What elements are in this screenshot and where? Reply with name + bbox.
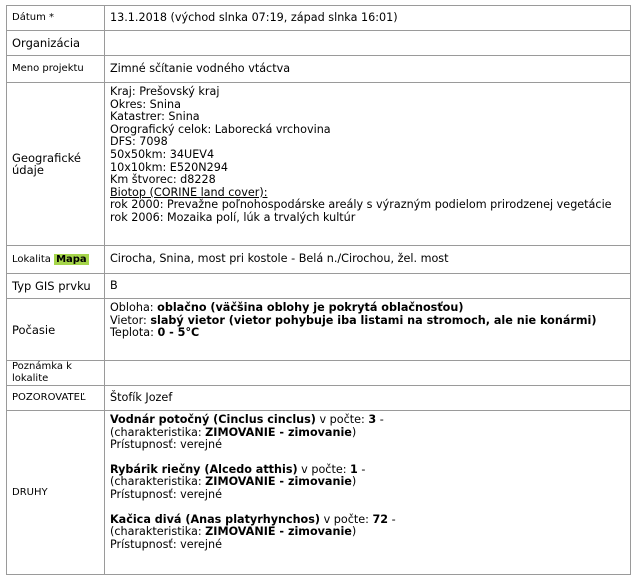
species-char-value: ZIMOVANIE - zimovanie [205, 525, 352, 539]
species-count-suffix: - [376, 413, 384, 426]
pocasie-vietor-value: slabý vietor (vietor pohybuje iba listami na stromoch, ale nie konármi) [150, 313, 597, 327]
pocasie-value [105, 299, 631, 361]
species-count-prefix: v počte: [315, 413, 369, 426]
row-pocasie [7, 299, 631, 361]
pocasie-label: Počasie [7, 299, 105, 361]
druhy-value [105, 411, 631, 575]
geo-dfs: DFS: 7098 [110, 135, 168, 149]
species-char-prefix: (charakteristika: [110, 425, 206, 439]
geograficke-udaje-value [105, 83, 631, 246]
species-entry [110, 514, 625, 552]
pocasie-obloha-value: oblačno (väčšina oblohy je pokrytá oblačnosťou) [157, 301, 464, 314]
species-count: 1 [350, 462, 358, 476]
pocasie-teplota-prefix: Teplota: [110, 326, 158, 340]
datum-label: Dátum * [7, 6, 105, 31]
species-characteristic [110, 526, 625, 539]
row-organizacia [7, 31, 631, 56]
species-count-prefix: v počte: [297, 462, 351, 476]
meno-projektu-label: Meno projektu [7, 56, 105, 83]
species-name: Kačica divá (Anas platyrhynchos) [110, 512, 321, 526]
meno-projektu-value: Zimné sčítanie vodného vtáctva [105, 56, 631, 83]
species-char-suffix: ) [351, 525, 357, 539]
pozorovatel-value: Štofík Jozef [105, 386, 631, 411]
geo-okres: Okres: Snina [110, 97, 181, 111]
row-pozorovatel [7, 386, 631, 411]
pocasie-teplota-value: 0 - 5°C [157, 326, 200, 340]
species-count-suffix: - [388, 512, 396, 526]
row-druhy [7, 411, 631, 575]
row-datum [7, 6, 631, 31]
organizacia-value [105, 31, 631, 56]
species-count-suffix: - [357, 462, 366, 476]
mapa-link[interactable]: Mapa [56, 253, 87, 265]
geo-rok-2006-value: Mozaika polí, lúk a trvalých kultúr [167, 210, 356, 224]
datum-value: 13.1.2018 (východ slnka 07:19, západ slnka 16:01) [105, 6, 631, 31]
row-meno-projektu [7, 56, 631, 83]
record-table [6, 5, 631, 575]
row-poznamka [7, 361, 631, 386]
druhy-label: DRUHY [7, 411, 105, 575]
species-entry [110, 464, 625, 502]
species-char-value: ZIMOVANIE - zimovanie [205, 475, 352, 489]
species-access: Prístupnosť: verejné [110, 537, 222, 551]
organizacia-label: Organizácia [7, 31, 105, 56]
poznamka-value [105, 361, 631, 386]
typ-gis-label: Typ GIS prvku [7, 274, 105, 299]
geo-rok-2006 [110, 212, 625, 225]
geo-orograficky-celok: Orografický celok: Laborecká vrchovina [110, 122, 331, 136]
species-char-suffix: ) [351, 475, 357, 489]
species-name: Rybárik riečny (Alcedo atthis) [110, 462, 298, 476]
row-geograficke-udaje [7, 83, 631, 246]
lokalita-label-cell [7, 246, 105, 274]
species-name: Vodnár potočný (Cinclus cinclus) [110, 413, 316, 426]
geo-grid-50km: 50x50km: 34UEV4 [110, 147, 215, 161]
geo-rok-2006-prefix: rok 2006: [110, 210, 168, 224]
geo-rok-2000-prefix: rok 2000: [110, 198, 168, 212]
pozorovatel-label: POZOROVATEĽ [7, 386, 105, 411]
row-typ-gis [7, 274, 631, 299]
row-lokalita [7, 246, 631, 274]
record-sheet [6, 5, 631, 575]
geograficke-udaje-label: Geografické údaje [7, 83, 105, 246]
geo-kataster: Katastrer: Snina [110, 110, 200, 124]
geo-km-stvorec: Km štvorec: d8228 [110, 173, 216, 187]
geo-biotop-label: Biotop (CORINE land cover): [110, 185, 268, 199]
lokalita-label: Lokalita [12, 253, 51, 265]
species-char-value: ZIMOVANIE - zimovanie [205, 425, 352, 439]
typ-gis-value: B [105, 274, 631, 299]
species-access: Prístupnosť: verejné [110, 487, 222, 501]
pocasie-vietor-prefix: Vietor: [110, 313, 151, 327]
geo-rok-2000-value: Prevažne poľnohospodárske areály s výrazným podielom prirodzenej vegetácie [167, 198, 612, 212]
species-count: 72 [372, 512, 389, 526]
pocasie-obloha-prefix: Obloha: [110, 301, 158, 314]
species-char-prefix: (charakteristika: [110, 475, 206, 489]
species-char-prefix: (charakteristika: [110, 525, 206, 539]
species-access: Prístupnosť: verejné [110, 438, 222, 452]
poznamka-label: Poznámka k lokalite [7, 361, 105, 386]
geo-kraj: Kraj: Prešovský kraj [110, 85, 220, 98]
species-count: 3 [368, 413, 377, 426]
pocasie-teplota [110, 327, 625, 340]
species-char-suffix: ) [351, 425, 357, 439]
species-entry [110, 414, 625, 452]
species-count-prefix: v počte: [320, 512, 373, 526]
geo-grid-10km: 10x10km: E520N294 [110, 160, 228, 174]
lokalita-value: Cirocha, Snina, most pri kostole - Belá n./Cirochou, žel. most [105, 246, 631, 274]
